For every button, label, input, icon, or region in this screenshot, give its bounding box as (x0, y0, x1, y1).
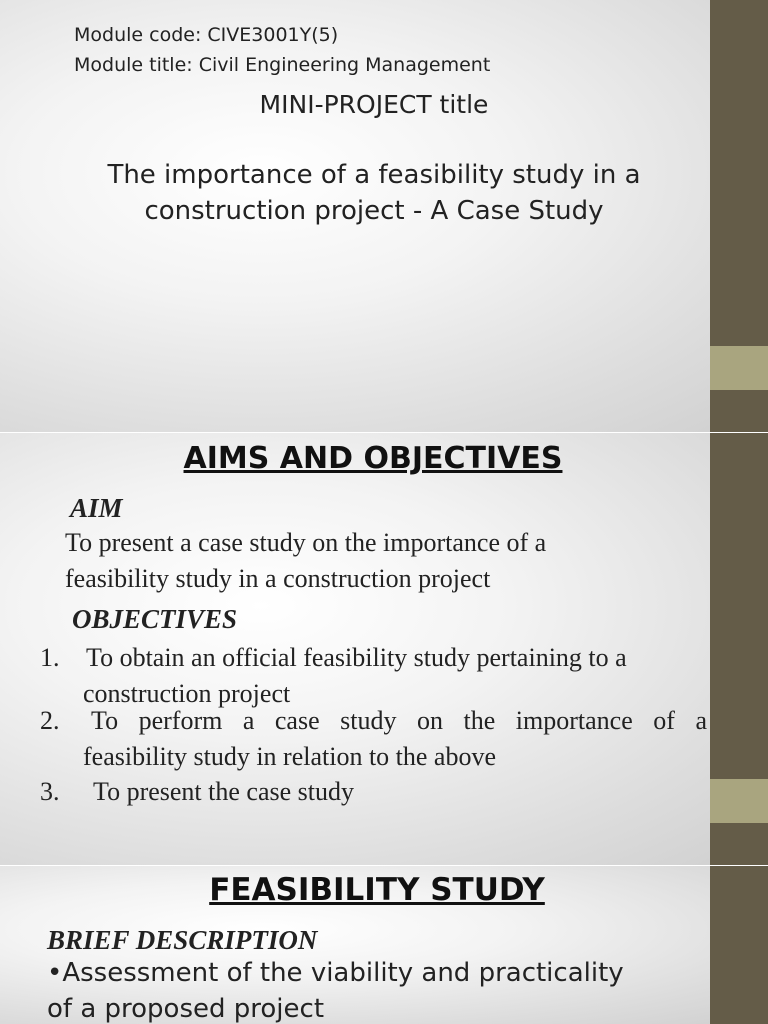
objective-number: 2. (40, 706, 60, 735)
objective-text-line-1: To perform a case study on the importance of a (91, 706, 707, 735)
aims-objectives-heading: AIMS AND OBJECTIVES (183, 441, 563, 476)
objective-number: 1. (40, 643, 60, 672)
module-title: Module title: Civil Engineering Management (74, 54, 491, 76)
description-bullet-line-2: of a proposed project (47, 994, 325, 1024)
slide-sidebar-accent (710, 779, 768, 823)
objective-text-line-2: feasibility study in relation to the above (83, 742, 497, 771)
feasibility-study-slide (0, 866, 768, 1024)
module-code: Module code: CIVE3001Y(5) (74, 24, 339, 46)
brief-description-label: BRIEF DESCRIPTION (47, 925, 318, 955)
title-slide (0, 0, 768, 432)
feasibility-study-heading: FEASIBILITY STUDY (209, 872, 545, 908)
objective-text-line-1: To obtain an official feasibility study pertaining to a (86, 643, 627, 672)
project-title-line-1: The importance of a feasibility study in a (107, 160, 641, 190)
aims-objectives-slide (0, 433, 768, 865)
project-title-line-2: construction project - A Case Study (144, 196, 604, 226)
mini-project-title: MINI-PROJECT title (259, 90, 489, 119)
objectives-label: OBJECTIVES (72, 604, 238, 634)
objective-text-line-1: To present the case study (93, 777, 354, 806)
description-bullet-line-1: •Assessment of the viability and practicality (47, 958, 624, 988)
objective-text-line-2: construction project (83, 679, 291, 708)
aim-text-line-2: feasibility study in a construction project (65, 564, 491, 593)
slide-sidebar-accent (710, 346, 768, 390)
aim-text-line-1: To present a case study on the importance of a (65, 528, 547, 557)
aim-label: AIM (70, 493, 123, 523)
objective-number: 3. (40, 777, 60, 806)
